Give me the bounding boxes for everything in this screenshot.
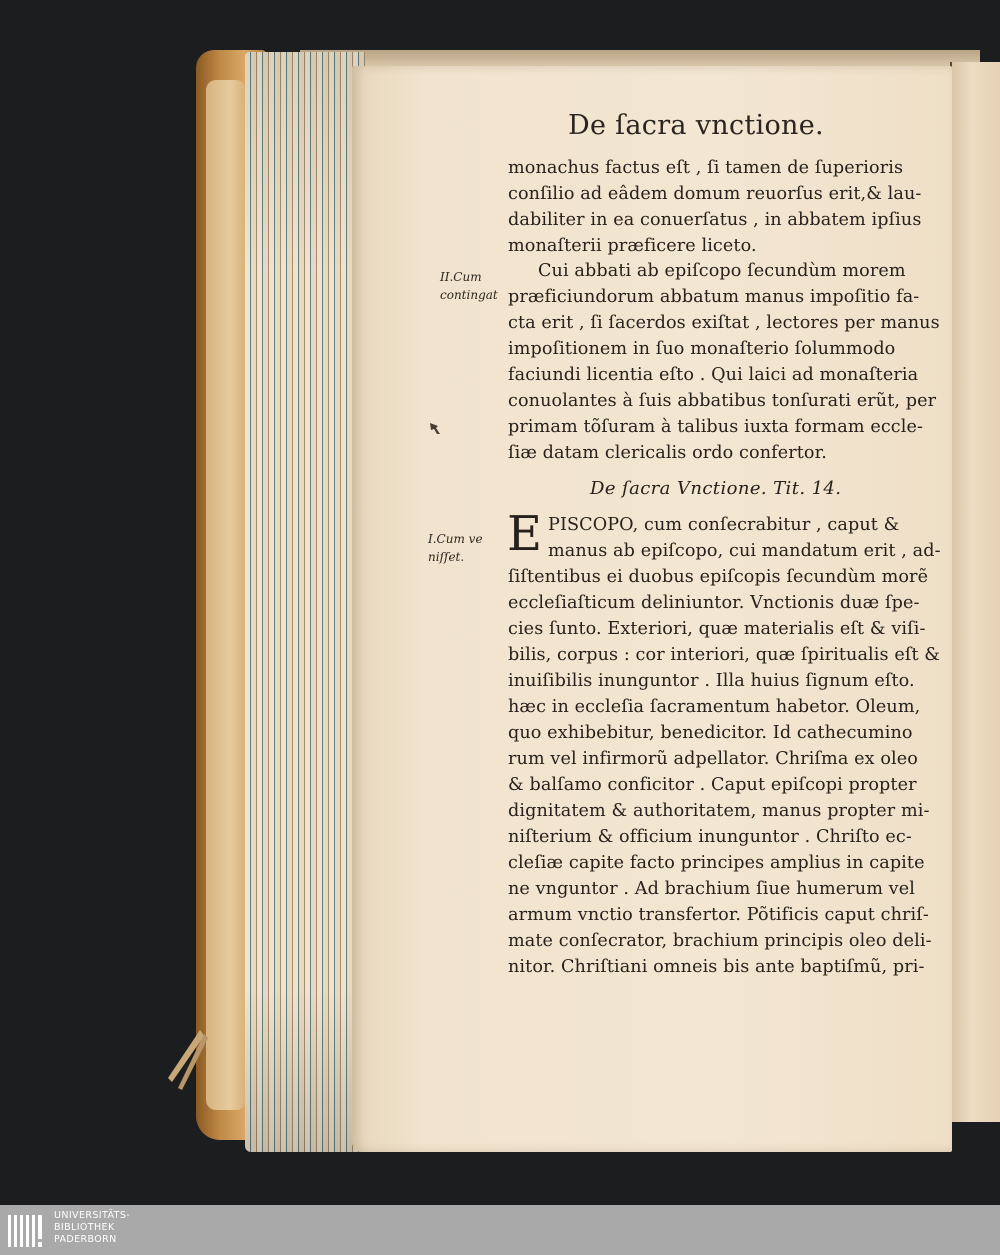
library-footer-bar bbox=[0, 1205, 1000, 1255]
library-name-line: BIBLIOTHEK bbox=[54, 1222, 115, 1233]
bookmark-ribbon bbox=[160, 1030, 210, 1090]
facing-page-edge bbox=[950, 62, 1000, 1122]
paragraph-cui-abbati bbox=[508, 258, 940, 466]
margin-note-line: niſſet. bbox=[428, 550, 465, 564]
library-logo-icon bbox=[6, 1211, 46, 1249]
text-line: cleſiæ capite facto principes amplius in capite bbox=[508, 853, 925, 873]
text-line: dignitatem & authoritatem, manus propter mi- bbox=[508, 801, 930, 821]
text-line: monaſterii præficere liceto. bbox=[508, 236, 757, 256]
text-line: manus ab epiſcopo, cui mandatum erit , ad- bbox=[548, 541, 941, 561]
paragraph-episcopo bbox=[507, 506, 941, 980]
margin-note-line: contingat bbox=[440, 288, 498, 302]
text-line: bilis, corpus : cor interiori, quæ ſpiritualis eſt & bbox=[508, 645, 941, 665]
text-line: armum vnctio transfertor. Põtificis caput chriſ- bbox=[508, 905, 929, 925]
drop-capital: E bbox=[507, 506, 543, 562]
text-line: inuiſibilis inunguntor . Illa huius ſignum eſto. bbox=[508, 671, 915, 691]
library-name-line: PADERBORN bbox=[54, 1234, 117, 1245]
text-line: hæc in eccleſia ſacramentum habetor. Oleum, bbox=[508, 697, 921, 717]
text-line: & balſamo conficitor . Caput epiſcopi propter bbox=[508, 775, 917, 795]
margin-note-line: II.Cum bbox=[440, 270, 482, 284]
text-line: monachus factus eſt , ſi tamen de ſuperioris bbox=[508, 158, 904, 178]
text-line: præficiundorum abbatum manus impoſitio fa- bbox=[508, 287, 920, 307]
text-line: ne vnguntor . Ad brachium ſiue humerum vel bbox=[508, 879, 915, 899]
text-line: impoſitionem in ſuo monaſterio ſolummodo bbox=[508, 339, 896, 359]
text-line: cta erit , ſi ſacerdos exiſtat , lectores per manus bbox=[508, 313, 940, 333]
text-line: quo exhibebitur, benedicitor. Id cathecumino bbox=[508, 723, 913, 743]
margin-note-1 bbox=[428, 530, 483, 566]
margin-note-2 bbox=[440, 268, 498, 304]
running-header: De ſacra vnctione. bbox=[568, 110, 824, 141]
text-line: PISCOPO, cum conſecrabitur , caput & bbox=[548, 515, 900, 535]
text-line: eccleſiaſticum deliniuntor. Vnctionis duæ ſpe- bbox=[508, 593, 920, 613]
section-title: De ſacra Vnctione. Tit. 14. bbox=[590, 478, 842, 499]
library-name bbox=[54, 1210, 130, 1246]
text-line: ſiæ datam clericalis ordo confertor. bbox=[508, 443, 827, 463]
margin-note-line: I.Cum ve bbox=[428, 532, 483, 546]
hand-pointer-mark bbox=[428, 420, 444, 436]
text-line: cies ſunto. Exteriori, quæ materialis eſt & viſi- bbox=[508, 619, 926, 639]
text-line: nitor. Chriſtiani omneis bis ante baptiſmũ, pri- bbox=[508, 957, 925, 977]
paragraph-continued bbox=[508, 155, 921, 259]
cover-edge bbox=[206, 80, 246, 1110]
text-line: niſterium & officium inunguntor . Chriſto ec- bbox=[508, 827, 912, 847]
text-line: faciundi licentia eſto . Qui laici ad monaſteria bbox=[508, 365, 919, 385]
text-line: primam tõſuram à talibus iuxta formam eccle- bbox=[508, 417, 924, 437]
text-line: conſilio ad eâdem domum reuorſus erit,& lau- bbox=[508, 184, 922, 204]
text-line: conuolantes à ſuis abbatibus tonſurati erũt, per bbox=[508, 391, 937, 411]
text-line: ſiſtentibus ei duobus epiſcopis ſecundùm morẽ bbox=[508, 567, 929, 587]
text-line: dabiliter in ea conuerſatus , in abbatem ipſius bbox=[508, 210, 922, 230]
text-line: rum vel infirmorũ adpellator. Chriſma ex oleo bbox=[508, 749, 918, 769]
leaves-shading bbox=[245, 52, 365, 1152]
library-name-line: UNIVERSITÄTS- bbox=[54, 1210, 131, 1221]
text-line: Cui abbati ab epiſcopo ſecundùm morem bbox=[538, 261, 906, 281]
text-line: mate conſecrator, brachium principis oleo deli- bbox=[508, 931, 932, 951]
